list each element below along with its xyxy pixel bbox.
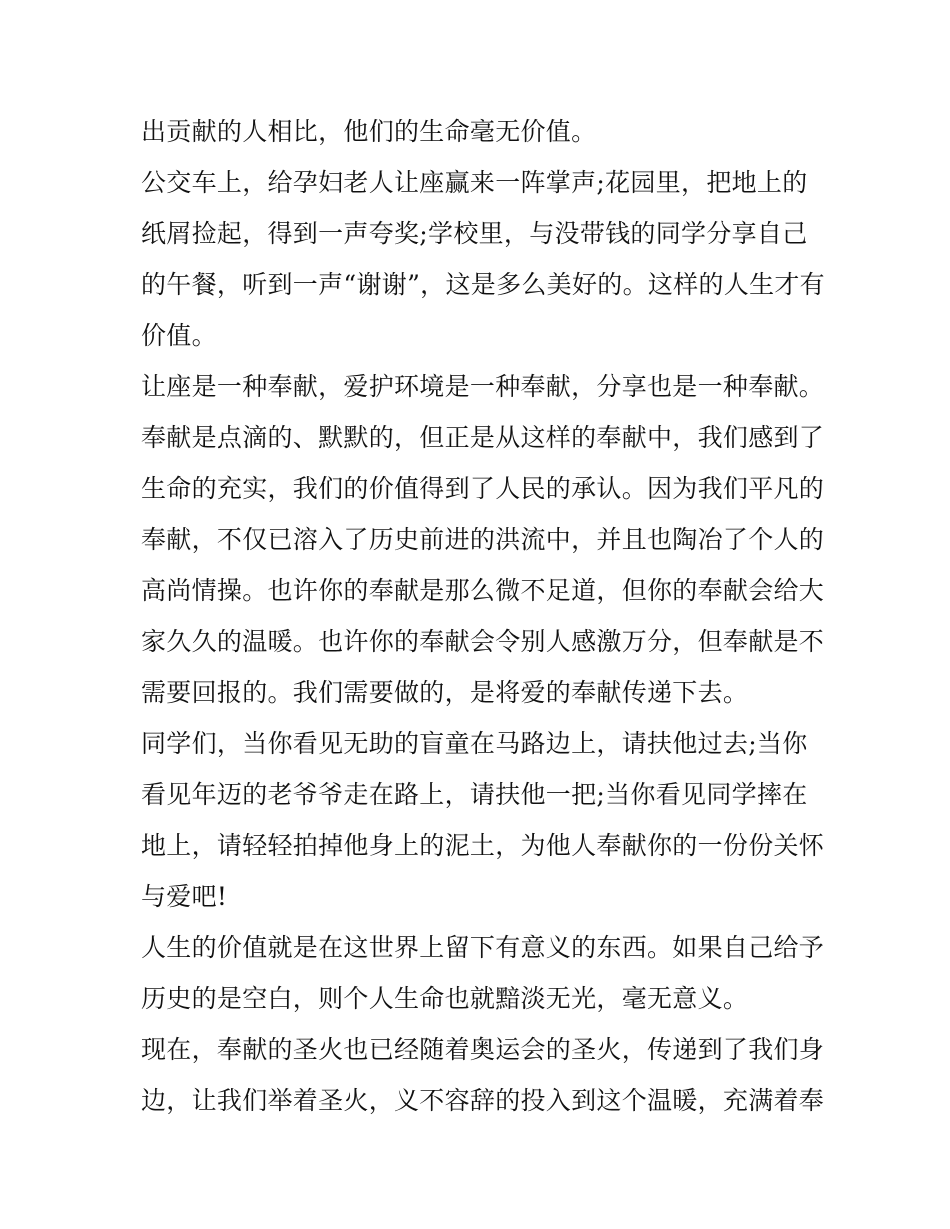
text-line: 边，让我们举着圣火，义不容辞的投入到这个温暖，充满着奉 [141,1086,825,1115]
text-line: 地上，请轻轻拍掉他身上的泥土，为他人奉献你的一份份关怀 [141,831,825,860]
text-line: 历史的是空白，则个人生命也就黯淡无光，毫无意义。 [141,984,749,1013]
text-line: 需要回报的。我们需要做的，是将爱的奉献传递下去。 [141,678,749,707]
text-line: 与爱吧! [141,882,228,911]
text-line: 奉献是点滴的、默默的，但正是从这样的奉献中，我们感到了 [141,423,825,452]
text-line: 看见年迈的老爷爷走在路上，请扶他一把;当你看见同学摔在 [141,780,808,809]
text-line: 高尚情操。也许你的奉献是那么微不足道，但你的奉献会给大 [141,576,825,605]
text-line: 纸屑捡起，得到一声夸奖;学校里，与没带钱的同学分享自己 [141,219,808,248]
text-line: 公交车上，给孕妇老人让座赢来一阵掌声;花园里，把地上的 [141,168,808,197]
text-line: 让座是一种奉献，爱护环境是一种奉献，分享也是一种奉献。 [141,372,825,401]
document-body [141,106,825,1126]
text-line: 的午餐，听到一声“谢谢”，这是多么美好的。这样的人生才有 [141,270,825,299]
text-line: 奉献，不仅已溶入了历史前进的洪流中，并且也陶冶了个人的 [141,525,825,554]
text-line: 现在，奉献的圣火也已经随着奥运会的圣火，传递到了我们身 [141,1035,825,1064]
text-line: 生命的充实，我们的价值得到了人民的承认。因为我们平凡的 [141,474,825,503]
text-line: 家久久的温暖。也许你的奉献会令别人感激万分，但奉献是不 [141,627,825,656]
text-line: 同学们，当你看见无助的盲童在马路边上，请扶他过去;当你 [141,729,808,758]
text-line: 价值。 [141,321,217,350]
text-line: 出贡献的人相比，他们的生命毫无价值。 [141,117,597,146]
text-line: 人生的价值就是在这世界上留下有意义的东西。如果自己给予 [141,933,825,962]
